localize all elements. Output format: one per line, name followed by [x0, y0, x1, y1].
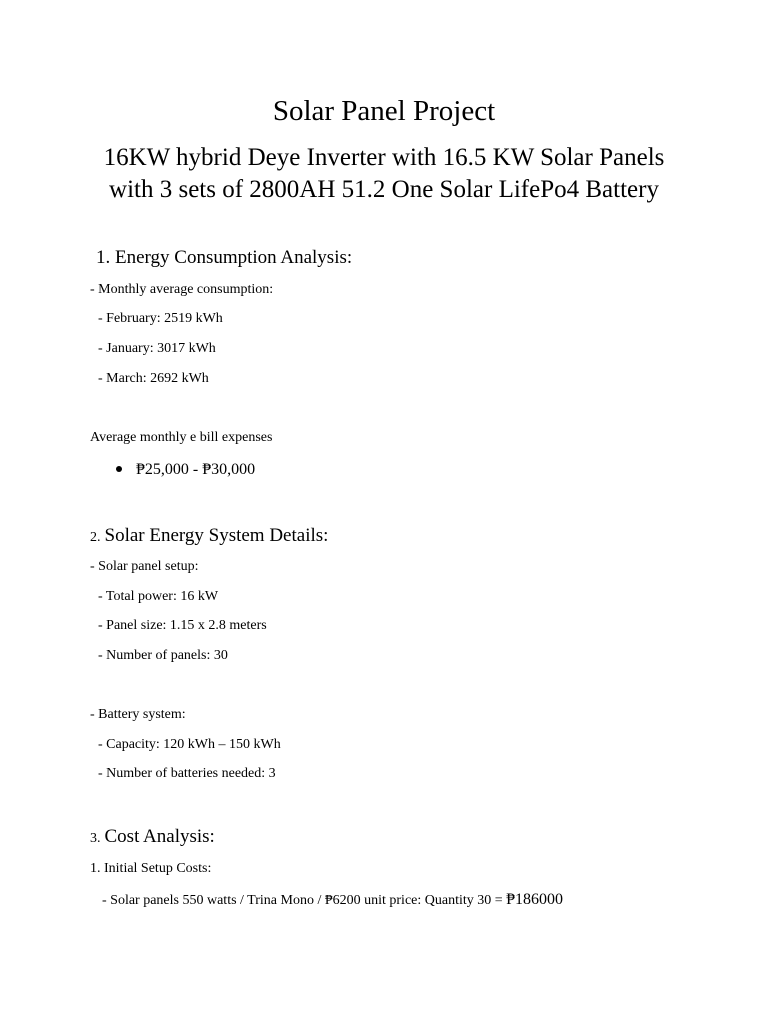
consumption-intro: - Monthly average consumption: [90, 282, 274, 297]
solar-panel-cost-line [102, 892, 563, 908]
battery-system-intro: - Battery system: [90, 707, 186, 722]
bullet-icon [116, 466, 122, 472]
section-3-heading-row [90, 827, 215, 846]
section-2-heading-row [90, 526, 328, 545]
document-subtitle-line-1: 16KW hybrid Deye Inverter with 16.5 KW Solar Panels [103, 144, 665, 171]
panel-setup-intro: - Solar panel setup: [90, 559, 199, 574]
solar-panel-cost-total: ₱186000 [506, 891, 564, 908]
panel-total-power: - Total power: 16 kW [98, 589, 219, 604]
solar-panel-cost-text: - Solar panels 550 watts / Trina Mono / ₱6200 unit price: Quantity 30 = [102, 893, 507, 908]
document-subtitle-line-2: with 3 sets of 2800AH 51.2 One Solar LifePo4 Battery [109, 176, 659, 203]
initial-setup-costs-heading: 1. Initial Setup Costs: [90, 861, 212, 876]
consumption-item-february: - February: 2519 kWh [98, 311, 223, 326]
section-2-heading: Solar Energy System Details: [104, 525, 329, 546]
consumption-item-january: - January: 3017 kWh [98, 341, 216, 356]
panel-count: - Number of panels: 30 [98, 648, 228, 663]
battery-capacity: - Capacity: 120 kWh – 150 kWh [98, 737, 281, 752]
bill-range-value: ₱25,000 - ₱30,000 [136, 461, 256, 478]
section-2-number: 2. [90, 530, 101, 545]
panel-size: - Panel size: 1.15 x 2.8 meters [98, 618, 267, 633]
bill-expenses-label: Average monthly e bill expenses [90, 430, 273, 445]
battery-count: - Number of batteries needed: 3 [98, 766, 276, 781]
section-3-number: 3. [90, 831, 101, 846]
document-title: Solar Panel Project [272, 95, 496, 127]
section-1-heading: 1. Energy Consumption Analysis: [96, 247, 353, 268]
section-3-heading: Cost Analysis: [104, 826, 215, 847]
consumption-item-march: - March: 2692 kWh [98, 371, 209, 386]
